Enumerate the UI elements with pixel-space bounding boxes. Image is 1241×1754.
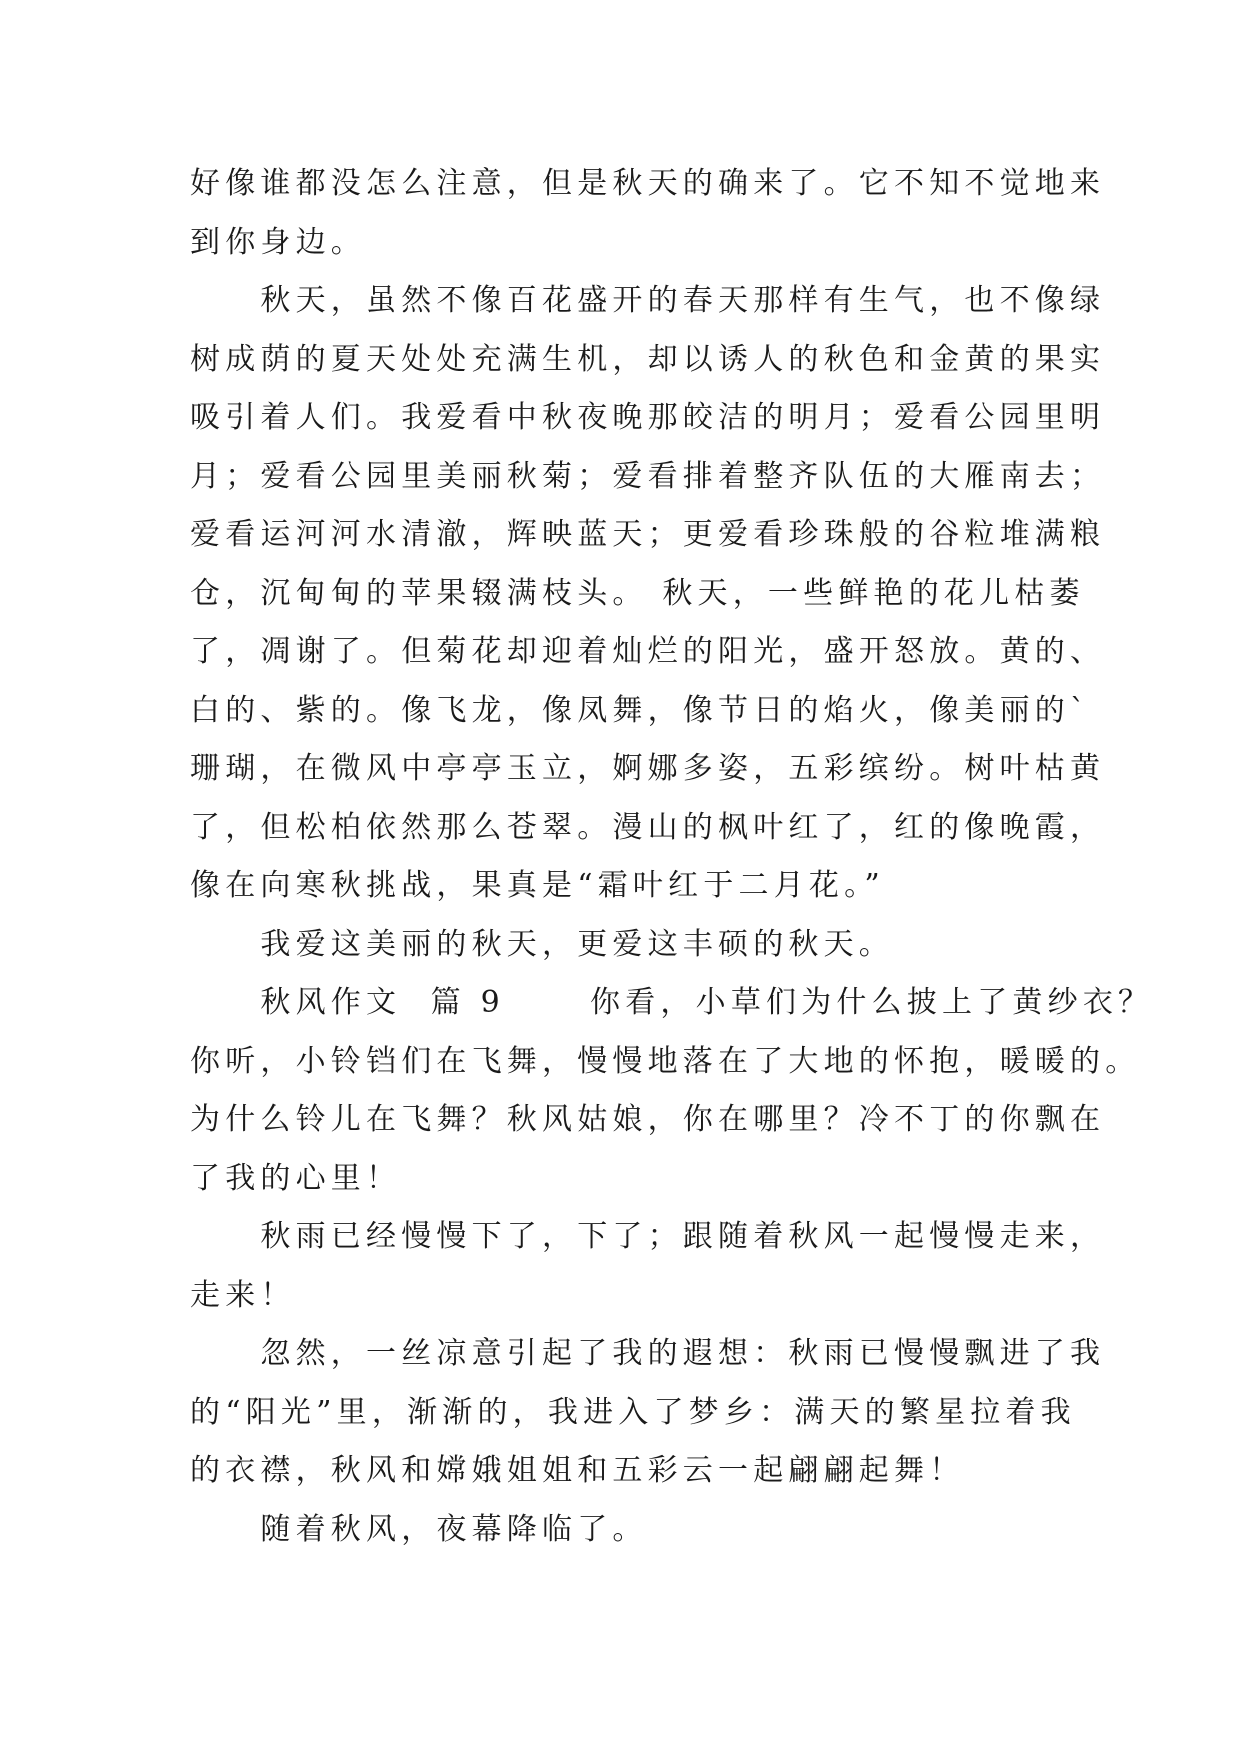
text-line: 秋天，虽然不像百花盛开的春天那样有生气，也不像绿 [190, 283, 1106, 318]
text-line: 吸引着人们。我爱看中秋夜晚那皎洁的明月；爱看公园里明 [190, 400, 1106, 435]
text-line: 为什么铃儿在飞舞？秋风姑娘，你在哪里？冷不丁的你飘在 [190, 1102, 1106, 1137]
text-line: 月；爱看公园里美丽秋菊；爱看排着整齐队伍的大雁南去； [190, 458, 1106, 494]
text-line: 到你身边。 [190, 224, 366, 260]
text-line: 仓，沉甸甸的苹果辍满枝头。 秋天，一些鲜艳的花儿枯萎 [190, 575, 1085, 611]
text-line: 珊瑚，在微风中亭亭玉立，婀娜多姿，五彩缤纷。树叶枯黄 [190, 751, 1106, 786]
text-line: 了，凋谢了。但菊花却迎着灿烂的阳光，盛开怒放。黄的、 [190, 634, 1106, 669]
text-line: 好像谁都没怎么注意，但是秋天的确来了。它不知不觉地来 [190, 166, 1106, 201]
text-line: 了我的心里！ [190, 1160, 402, 1196]
text-line: 随着秋风，夜幕降临了。 [190, 1511, 648, 1547]
text-line: 忽然，一丝凉意引起了我的遐想：秋雨已慢慢飘进了我 [190, 1336, 1106, 1371]
text-line: 走来！ [190, 1277, 296, 1313]
text-line: 像在向寒秋挑战，果真是“霜叶红于二月花。” [190, 868, 885, 903]
text-line: 的衣襟，秋风和嫦娥姐姐和五彩云一起翩翩起舞！ [190, 1453, 965, 1488]
text-line: 爱看运河河水清澈，辉映蓝天；更爱看珍珠般的谷粒堆满粮 [190, 517, 1106, 552]
text-line: 的“阳光”里，渐渐的，我进入了梦乡：满天的繁星拉着我 [190, 1394, 1076, 1430]
text-line: 树成荫的夏天处处充满生机，却以诱人的秋色和金黄的果实 [190, 341, 1106, 377]
text-line: 白的、紫的。像飞龙，像凤舞，像节日的焰火，像美丽的` [190, 692, 1091, 728]
text-line: 秋雨已经慢慢下了，下了；跟随着秋风一起慢慢走来， [190, 1219, 1106, 1254]
essay-text [190, 155, 1154, 1559]
text-line: 了，但松柏依然那么苍翠。漫山的枫叶红了，红的像晚霞， [190, 809, 1106, 845]
text-line: 你听，小铃铛们在飞舞，慢慢地落在了大地的怀抱，暖暖的。 [190, 1043, 1141, 1079]
section-heading-line: 秋风作文 篇 9 你看，小草们为什么披上了黄纱衣？ [190, 985, 1154, 1020]
text-line: 我爱这美丽的秋天，更爱这丰硕的秋天。 [190, 926, 894, 962]
